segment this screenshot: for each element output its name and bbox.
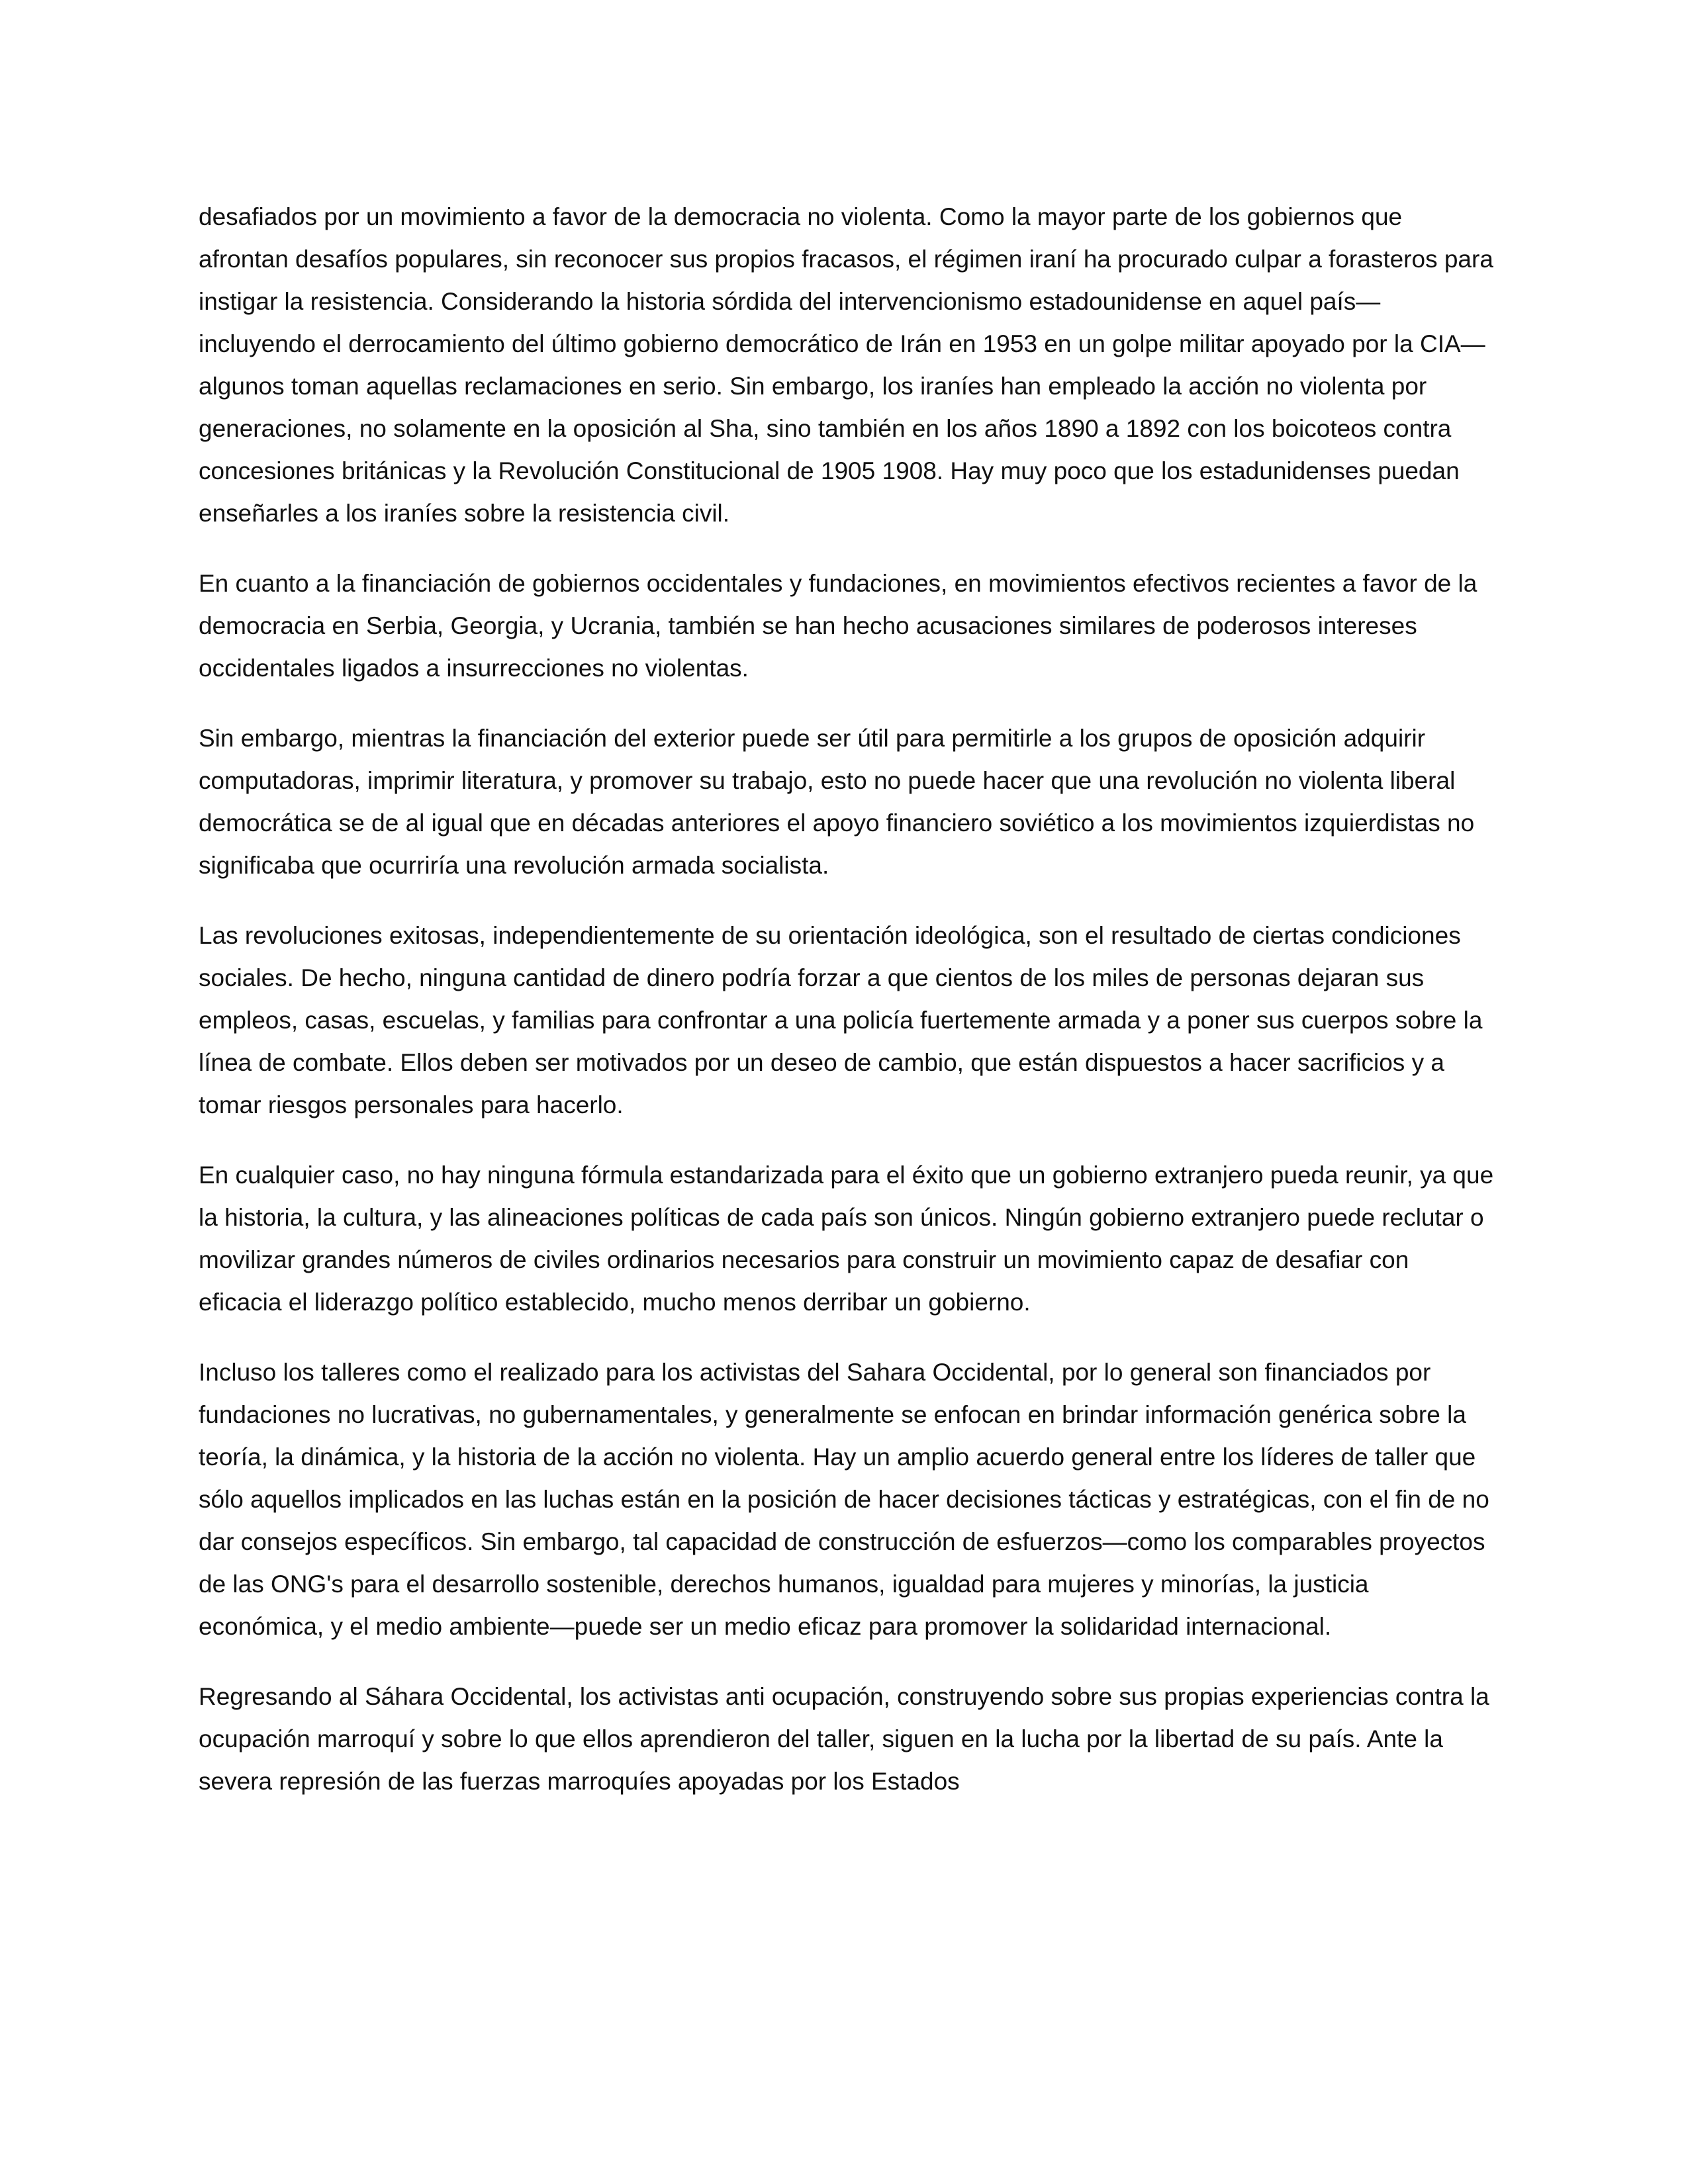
paragraph-5: En cualquier caso, no hay ninguna fórmula estandarizada para el éxito que un gobierno extranjero pueda reunir, ya que la historia, la cultura, y las alineaciones políticas de cada país son únicos. Ningún gobierno extranjero puede reclutar o movilizar grandes números de civiles ordinarios necesarios para construir un movimiento capaz de desafiar con eficacia el liderazgo político establecido, mucho menos derribar un gobierno.	[199, 1161, 1494, 1316]
paragraph-7: Regresando al Sáhara Occidental, los activistas anti ocupación, construyendo sobre sus propias experiencias contra la ocupación marroquí y sobre lo que ellos aprendieron del taller, siguen en la lucha por la libertad de su país. Ante la severa represión de las fuerzas marroquíes apoyadas por los Estados	[199, 1683, 1489, 1795]
paragraph-1: desafiados por un movimiento a favor de la democracia no violenta. Como la mayor parte de los gobiernos que afrontan desafíos populares, sin reconocer sus propios fracasos, el régimen iraní ha procurado culpar a forasteros para instigar la resistencia. Considerando la historia sórdida del intervencionismo estadounidense en aquel país—incluyendo el derrocamiento del último gobierno democrático de Irán en 1953 en un golpe militar apoyado por la CIA—algunos toman aquellas reclamaciones en serio. Sin embargo, los iraníes han empleado la acción no violenta por generaciones, no solamente en la oposición al Sha, sino también en los años 1890 a 1892 con los boicoteos contra concesiones británicas y la Revolución Constitucional de 1905 1908. Hay muy poco que los estadunidenses puedan enseñarles a los iraníes sobre la resistencia civil.	[199, 203, 1493, 527]
paragraph-2: En cuanto a la financiación de gobiernos occidentales y fundaciones, en movimientos efectivos recientes a favor de la democracia en Serbia, Georgia, y Ucrania, también se han hecho acusaciones similares de poderosos intereses occidentales ligados a insurrecciones no violentas.	[199, 570, 1477, 682]
paragraph-3: Sin embargo, mientras la financiación del exterior puede ser útil para permitirle a los grupos de oposición adquirir computadoras, imprimir literatura, y promover su trabajo, esto no puede hacer que una revolución no violenta liberal democrática se de al igual que en décadas anteriores el apoyo financiero soviético a los movimientos izquierdistas no significaba que ocurriría una revolución armada socialista.	[199, 725, 1475, 879]
paragraph-6: Incluso los talleres como el realizado para los activistas del Sahara Occidental, por lo general son financiados por fundaciones no lucrativas, no gubernamentales, y generalmente se enfocan en brindar información genérica sobre la teoría, la dinámica, y la historia de la acción no violenta. Hay un amplio acuerdo general entre los líderes de taller que sólo aquellos implicados en las luchas están en la posición de hacer decisiones tácticas y estratégicas, con el fin de no dar consejos específicos. Sin embargo, tal capacidad de construcción de esfuerzos—como los comparables proyectos de las ONG's para el desarrollo sostenible, derechos humanos, igualdad para mujeres y minorías, la justicia económica, y el medio ambiente—puede ser un medio eficaz para promover la solidaridad internacional.	[199, 1359, 1489, 1640]
document-body	[199, 196, 1496, 1831]
paragraph-4: Las revoluciones exitosas, independientemente de su orientación ideológica, son el resultado de ciertas condiciones sociales. De hecho, ninguna cantidad de dinero podría forzar a que cientos de los miles de personas dejaran sus empleos, casas, escuelas, y familias para confrontar a una policía fuertemente armada y a poner sus cuerpos sobre la línea de combate. Ellos deben ser motivados por un deseo de cambio, que están dispuestos a hacer sacrificios y a tomar riesgos personales para hacerlo.	[199, 922, 1483, 1118]
